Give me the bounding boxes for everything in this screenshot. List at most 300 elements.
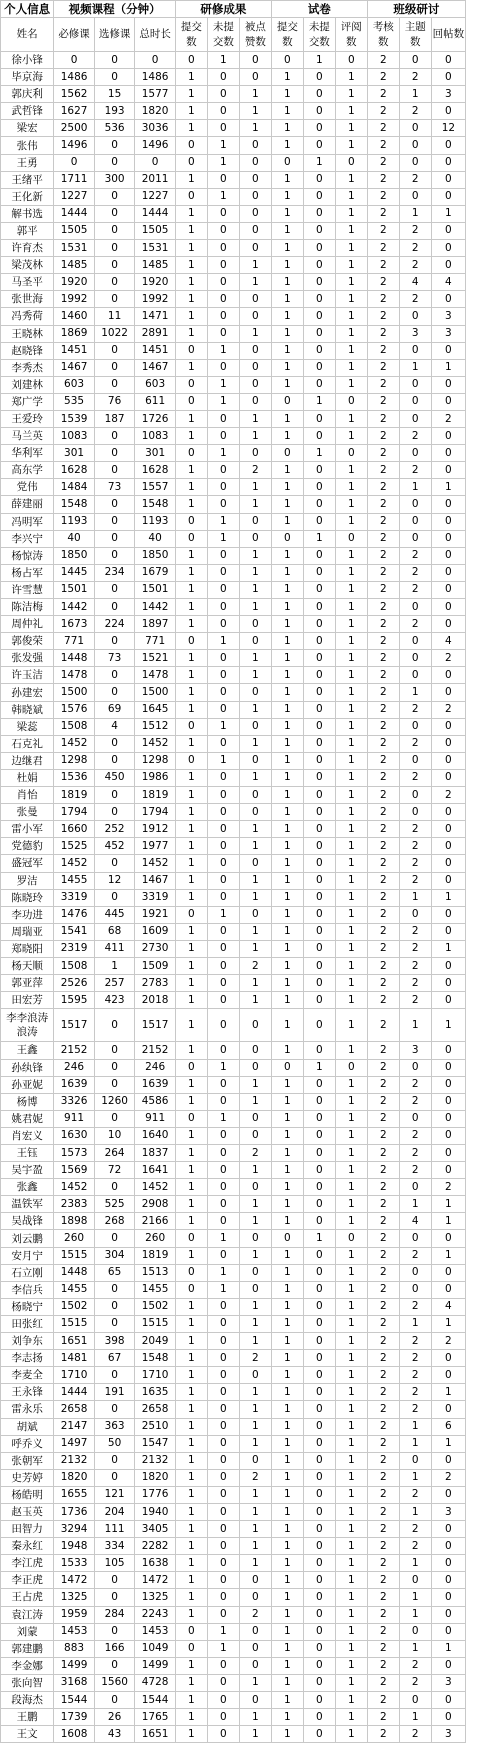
cell-total-duration: 1897 [135, 616, 176, 633]
cell-required: 1898 [54, 1213, 95, 1230]
cell-name: 高东学 [1, 462, 54, 479]
cell-research-unsubmitted: 0 [207, 650, 239, 667]
cell-topics: 0 [399, 154, 431, 171]
cell-research-submitted: 1 [175, 821, 207, 838]
cell-research-submitted: 1 [175, 1196, 207, 1213]
cell-exam-unsubmitted: 0 [303, 240, 335, 257]
cell-elective: 0 [94, 137, 135, 154]
cell-replies: 2 [431, 410, 465, 427]
cell-research-unsubmitted: 1 [207, 342, 239, 359]
cell-likes: 1 [239, 428, 271, 445]
cell-topics: 2 [399, 1247, 431, 1264]
cell-total-duration: 1513 [135, 1264, 176, 1281]
cell-research-unsubmitted: 0 [207, 1435, 239, 1452]
table-row [1, 1213, 466, 1230]
cell-exam-unsubmitted: 0 [303, 1486, 335, 1503]
cell-replies: 0 [431, 804, 465, 821]
cell-exam-submitted: 1 [271, 1674, 303, 1691]
cell-assessment: 2 [367, 1247, 399, 1264]
cell-name: 胡斌 [1, 1418, 54, 1435]
cell-name: 秦永红 [1, 1538, 54, 1555]
cell-topics: 2 [399, 1521, 431, 1538]
table-row [1, 1230, 466, 1247]
cell-reviewed: 1 [335, 564, 367, 581]
cell-required: 3319 [54, 889, 95, 906]
cell-exam-unsubmitted: 0 [303, 513, 335, 530]
cell-assessment: 2 [367, 513, 399, 530]
cell-replies: 0 [431, 1127, 465, 1144]
cell-research-submitted: 1 [175, 257, 207, 274]
cell-likes: 1 [239, 1486, 271, 1503]
cell-reviewed: 1 [335, 581, 367, 598]
cell-likes: 1 [239, 1503, 271, 1520]
cell-replies: 4 [431, 633, 465, 650]
cell-required: 1515 [54, 1247, 95, 1264]
table-row [1, 1196, 466, 1213]
cell-research-unsubmitted: 1 [207, 1264, 239, 1281]
cell-exam-unsubmitted: 0 [303, 872, 335, 889]
cell-research-submitted: 1 [175, 1657, 207, 1674]
col-header-assessment: 考核数 [367, 18, 399, 52]
cell-likes: 1 [239, 1418, 271, 1435]
cell-exam-submitted: 1 [271, 359, 303, 376]
cell-reviewed: 1 [335, 769, 367, 786]
cell-assessment: 2 [367, 120, 399, 137]
cell-research-submitted: 1 [175, 240, 207, 257]
cell-exam-submitted: 1 [271, 86, 303, 103]
cell-reviewed: 1 [335, 1572, 367, 1589]
cell-replies: 0 [431, 616, 465, 633]
table-row [1, 957, 466, 974]
cell-required: 1505 [54, 222, 95, 239]
cell-research-submitted: 1 [175, 1401, 207, 1418]
table-row [1, 992, 466, 1009]
cell-total-duration: 1452 [135, 735, 176, 752]
cell-elective: 0 [94, 222, 135, 239]
cell-elective: 166 [94, 1640, 135, 1657]
cell-research-unsubmitted: 0 [207, 1572, 239, 1589]
cell-reviewed: 0 [335, 445, 367, 462]
cell-research-unsubmitted: 1 [207, 1640, 239, 1657]
table-row [1, 1435, 466, 1452]
cell-likes: 1 [239, 599, 271, 616]
cell-likes: 0 [239, 1230, 271, 1247]
cell-required: 260 [54, 1230, 95, 1247]
cell-research-unsubmitted: 1 [207, 752, 239, 769]
cell-research-submitted: 1 [175, 291, 207, 308]
cell-exam-unsubmitted: 0 [303, 1435, 335, 1452]
cell-replies: 1 [431, 1009, 465, 1042]
cell-exam-unsubmitted: 0 [303, 787, 335, 804]
cell-exam-submitted: 1 [271, 1726, 303, 1743]
cell-exam-submitted: 1 [271, 1709, 303, 1726]
cell-exam-unsubmitted: 0 [303, 975, 335, 992]
cell-exam-submitted: 1 [271, 1401, 303, 1418]
cell-likes: 0 [239, 222, 271, 239]
cell-replies: 0 [431, 445, 465, 462]
cell-replies: 2 [431, 1469, 465, 1486]
cell-total-duration: 301 [135, 445, 176, 462]
cell-elective: 0 [94, 1110, 135, 1127]
cell-research-unsubmitted: 0 [207, 564, 239, 581]
cell-research-unsubmitted: 0 [207, 1503, 239, 1520]
cell-assessment: 2 [367, 1674, 399, 1691]
cell-exam-submitted: 1 [271, 137, 303, 154]
cell-name: 解书选 [1, 205, 54, 222]
cell-likes: 1 [239, 86, 271, 103]
cell-replies: 6 [431, 1418, 465, 1435]
cell-topics: 3 [399, 1042, 431, 1059]
table-row [1, 684, 466, 701]
cell-elective: 0 [94, 291, 135, 308]
cell-research-unsubmitted: 0 [207, 581, 239, 598]
cell-exam-unsubmitted: 0 [303, 137, 335, 154]
cell-research-submitted: 1 [175, 410, 207, 427]
cell-elective: 0 [94, 496, 135, 513]
cell-elective: 0 [94, 1452, 135, 1469]
cell-assessment: 2 [367, 1059, 399, 1076]
cell-replies: 3 [431, 1674, 465, 1691]
cell-exam-unsubmitted: 0 [303, 1367, 335, 1384]
cell-topics: 1 [399, 1435, 431, 1452]
cell-elective: 204 [94, 1503, 135, 1520]
cell-name: 张曼 [1, 804, 54, 821]
cell-research-submitted: 1 [175, 1127, 207, 1144]
cell-replies: 0 [431, 821, 465, 838]
cell-topics: 0 [399, 650, 431, 667]
cell-likes: 1 [239, 821, 271, 838]
cell-assessment: 2 [367, 992, 399, 1009]
cell-replies: 0 [431, 1709, 465, 1726]
cell-research-submitted: 1 [175, 274, 207, 291]
cell-elective: 450 [94, 769, 135, 786]
cell-likes: 0 [239, 1059, 271, 1076]
cell-name: 呼乔义 [1, 1435, 54, 1452]
cell-reviewed: 1 [335, 1127, 367, 1144]
cell-elective: 105 [94, 1555, 135, 1572]
cell-reviewed: 1 [335, 701, 367, 718]
cell-research-unsubmitted: 0 [207, 86, 239, 103]
cell-replies: 0 [431, 769, 465, 786]
cell-exam-unsubmitted: 0 [303, 274, 335, 291]
cell-topics: 2 [399, 428, 431, 445]
cell-exam-submitted: 1 [271, 1110, 303, 1127]
cell-reviewed: 1 [335, 222, 367, 239]
cell-total-duration: 1977 [135, 838, 176, 855]
cell-likes: 2 [239, 1606, 271, 1623]
cell-reviewed: 1 [335, 1401, 367, 1418]
cell-topics: 0 [399, 513, 431, 530]
cell-required: 1531 [54, 240, 95, 257]
cell-total-duration: 1820 [135, 103, 176, 120]
column-header-row [1, 18, 466, 52]
cell-total-duration: 771 [135, 633, 176, 650]
cell-exam-unsubmitted: 0 [303, 1521, 335, 1538]
cell-reviewed: 0 [335, 1230, 367, 1247]
cell-exam-submitted: 1 [271, 257, 303, 274]
cell-topics: 0 [399, 599, 431, 616]
cell-total-duration: 1501 [135, 581, 176, 598]
cell-reviewed: 1 [335, 1726, 367, 1743]
cell-exam-submitted: 1 [271, 1145, 303, 1162]
table-row [1, 1469, 466, 1486]
cell-exam-unsubmitted: 0 [303, 547, 335, 564]
cell-topics: 0 [399, 530, 431, 547]
cell-replies: 1 [431, 889, 465, 906]
cell-reviewed: 1 [335, 957, 367, 974]
cell-topics: 2 [399, 462, 431, 479]
cell-exam-submitted: 1 [271, 616, 303, 633]
cell-replies: 0 [431, 1692, 465, 1709]
cell-topics: 4 [399, 1213, 431, 1230]
table-row [1, 222, 466, 239]
cell-replies: 0 [431, 342, 465, 359]
cell-required: 1444 [54, 1384, 95, 1401]
cell-reviewed: 1 [335, 1674, 367, 1691]
cell-research-submitted: 1 [175, 86, 207, 103]
cell-name: 孙亚妮 [1, 1076, 54, 1093]
cell-likes: 0 [239, 1640, 271, 1657]
cell-research-submitted: 1 [175, 103, 207, 120]
cell-research-unsubmitted: 0 [207, 838, 239, 855]
cell-exam-unsubmitted: 0 [303, 171, 335, 188]
cell-research-unsubmitted: 0 [207, 1589, 239, 1606]
cell-reviewed: 0 [335, 52, 367, 69]
cell-elective: 0 [94, 547, 135, 564]
cell-required: 1455 [54, 1281, 95, 1298]
cell-required: 2383 [54, 1196, 95, 1213]
cell-replies: 2 [431, 1179, 465, 1196]
cell-likes: 0 [239, 633, 271, 650]
cell-replies: 0 [431, 684, 465, 701]
cell-required: 2500 [54, 120, 95, 137]
cell-total-duration: 1577 [135, 86, 176, 103]
cell-elective: 68 [94, 923, 135, 940]
cell-replies: 0 [431, 718, 465, 735]
cell-research-submitted: 0 [175, 718, 207, 735]
cell-likes: 1 [239, 1435, 271, 1452]
cell-exam-unsubmitted: 1 [303, 1059, 335, 1076]
table-row [1, 821, 466, 838]
cell-assessment: 2 [367, 137, 399, 154]
cell-required: 1444 [54, 205, 95, 222]
cell-topics: 2 [399, 171, 431, 188]
cell-name: 许玉洁 [1, 667, 54, 684]
cell-required: 1651 [54, 1333, 95, 1350]
cell-elective: 0 [94, 513, 135, 530]
cell-research-submitted: 1 [175, 684, 207, 701]
cell-topics: 1 [399, 86, 431, 103]
cell-replies: 4 [431, 274, 465, 291]
cell-name: 毕京海 [1, 69, 54, 86]
table-row [1, 1726, 466, 1743]
cell-exam-submitted: 0 [271, 393, 303, 410]
cell-research-unsubmitted: 0 [207, 735, 239, 752]
cell-topics: 2 [399, 222, 431, 239]
cell-elective: 363 [94, 1418, 135, 1435]
cell-reviewed: 1 [335, 1298, 367, 1315]
cell-total-duration: 1920 [135, 274, 176, 291]
cell-replies: 0 [431, 171, 465, 188]
cell-elective: 0 [94, 1298, 135, 1315]
cell-replies: 2 [431, 1333, 465, 1350]
cell-exam-submitted: 1 [271, 1555, 303, 1572]
cell-exam-submitted: 1 [271, 1367, 303, 1384]
cell-exam-unsubmitted: 0 [303, 1503, 335, 1520]
cell-exam-submitted: 1 [271, 906, 303, 923]
cell-topics: 0 [399, 667, 431, 684]
cell-research-submitted: 1 [175, 855, 207, 872]
cell-exam-submitted: 1 [271, 308, 303, 325]
cell-elective: 536 [94, 120, 135, 137]
cell-exam-unsubmitted: 0 [303, 1179, 335, 1196]
cell-topics: 2 [399, 1384, 431, 1401]
cell-assessment: 2 [367, 1162, 399, 1179]
cell-assessment: 2 [367, 240, 399, 257]
cell-name: 周仲礼 [1, 616, 54, 633]
cell-reviewed: 1 [335, 1367, 367, 1384]
cell-required: 535 [54, 393, 95, 410]
cell-research-submitted: 1 [175, 1521, 207, 1538]
cell-elective: 423 [94, 992, 135, 1009]
cell-reviewed: 1 [335, 940, 367, 957]
cell-name: 李兴宁 [1, 530, 54, 547]
cell-total-duration: 1639 [135, 1076, 176, 1093]
cell-research-submitted: 1 [175, 171, 207, 188]
table-row [1, 787, 466, 804]
cell-elective: 0 [94, 428, 135, 445]
cell-research-submitted: 1 [175, 650, 207, 667]
cell-elective: 0 [94, 240, 135, 257]
header-group-video-course: 视频课程（分钟） [54, 1, 176, 18]
cell-name: 吴宇盈 [1, 1162, 54, 1179]
cell-likes: 0 [239, 804, 271, 821]
cell-required: 1496 [54, 137, 95, 154]
header-group-personal-info: 个人信息 [1, 1, 54, 18]
cell-research-submitted: 0 [175, 1281, 207, 1298]
cell-research-unsubmitted: 0 [207, 1145, 239, 1162]
cell-elective: 0 [94, 376, 135, 393]
cell-name: 郭建鹏 [1, 1640, 54, 1657]
cell-name: 姚君妮 [1, 1110, 54, 1127]
cell-required: 1481 [54, 1350, 95, 1367]
table-row [1, 1384, 466, 1401]
cell-exam-unsubmitted: 0 [303, 633, 335, 650]
cell-elective: 264 [94, 1145, 135, 1162]
cell-replies: 3 [431, 1503, 465, 1520]
cell-exam-submitted: 1 [271, 69, 303, 86]
cell-assessment: 2 [367, 342, 399, 359]
cell-exam-submitted: 1 [271, 1127, 303, 1144]
cell-elective: 0 [94, 52, 135, 69]
cell-replies: 1 [431, 1196, 465, 1213]
cell-research-submitted: 1 [175, 359, 207, 376]
cell-exam-submitted: 1 [271, 1247, 303, 1264]
cell-exam-unsubmitted: 0 [303, 257, 335, 274]
cell-likes: 0 [239, 445, 271, 462]
cell-likes: 2 [239, 1145, 271, 1162]
cell-research-unsubmitted: 1 [207, 633, 239, 650]
cell-likes: 0 [239, 1042, 271, 1059]
cell-replies: 3 [431, 86, 465, 103]
table-row [1, 86, 466, 103]
cell-elective: 0 [94, 1401, 135, 1418]
cell-name: 陈洁梅 [1, 599, 54, 616]
cell-assessment: 2 [367, 1709, 399, 1726]
table-row [1, 1709, 466, 1726]
cell-replies: 0 [431, 1042, 465, 1059]
cell-research-unsubmitted: 1 [207, 1110, 239, 1127]
cell-total-duration: 1628 [135, 462, 176, 479]
col-header-total-duration: 总时长 [135, 18, 176, 52]
cell-research-unsubmitted: 0 [207, 205, 239, 222]
cell-topics: 1 [399, 1418, 431, 1435]
cell-research-submitted: 1 [175, 1572, 207, 1589]
cell-exam-submitted: 1 [271, 171, 303, 188]
cell-likes: 0 [239, 1264, 271, 1281]
cell-required: 1325 [54, 1589, 95, 1606]
cell-likes: 0 [239, 69, 271, 86]
cell-likes: 1 [239, 1333, 271, 1350]
cell-elective: 0 [94, 1230, 135, 1247]
cell-research-unsubmitted: 0 [207, 889, 239, 906]
cell-likes: 1 [239, 496, 271, 513]
cell-replies: 1 [431, 1435, 465, 1452]
cell-assessment: 2 [367, 308, 399, 325]
cell-research-submitted: 1 [175, 838, 207, 855]
cell-required: 1562 [54, 86, 95, 103]
cell-exam-submitted: 1 [271, 410, 303, 427]
cell-exam-unsubmitted: 0 [303, 1264, 335, 1281]
cell-required: 1608 [54, 1726, 95, 1743]
cell-topics: 2 [399, 257, 431, 274]
cell-name: 盛冠军 [1, 855, 54, 872]
cell-exam-submitted: 1 [271, 581, 303, 598]
cell-reviewed: 1 [335, 308, 367, 325]
cell-reviewed: 0 [335, 154, 367, 171]
cell-reviewed: 1 [335, 1623, 367, 1640]
table-row [1, 735, 466, 752]
cell-exam-submitted: 1 [271, 103, 303, 120]
cell-name: 王钰 [1, 1145, 54, 1162]
cell-research-unsubmitted: 0 [207, 1350, 239, 1367]
cell-name: 张朝军 [1, 1452, 54, 1469]
cell-replies: 1 [431, 1213, 465, 1230]
cell-required: 3326 [54, 1093, 95, 1110]
cell-research-unsubmitted: 0 [207, 684, 239, 701]
cell-reviewed: 1 [335, 376, 367, 393]
cell-elective: 0 [94, 1572, 135, 1589]
cell-total-duration: 1819 [135, 1247, 176, 1264]
cell-replies: 0 [431, 599, 465, 616]
cell-research-unsubmitted: 0 [207, 667, 239, 684]
table-row [1, 633, 466, 650]
cell-total-duration: 1531 [135, 240, 176, 257]
cell-required: 3168 [54, 1674, 95, 1691]
cell-topics: 2 [399, 735, 431, 752]
cell-replies: 0 [431, 1350, 465, 1367]
cell-replies: 1 [431, 1315, 465, 1332]
cell-exam-unsubmitted: 0 [303, 496, 335, 513]
cell-assessment: 2 [367, 872, 399, 889]
cell-total-duration: 3036 [135, 120, 176, 137]
cell-replies: 0 [431, 1486, 465, 1503]
cell-name: 周瑞亚 [1, 923, 54, 940]
cell-exam-unsubmitted: 0 [303, 940, 335, 957]
cell-topics: 0 [399, 752, 431, 769]
cell-exam-submitted: 1 [271, 342, 303, 359]
cell-likes: 1 [239, 1538, 271, 1555]
